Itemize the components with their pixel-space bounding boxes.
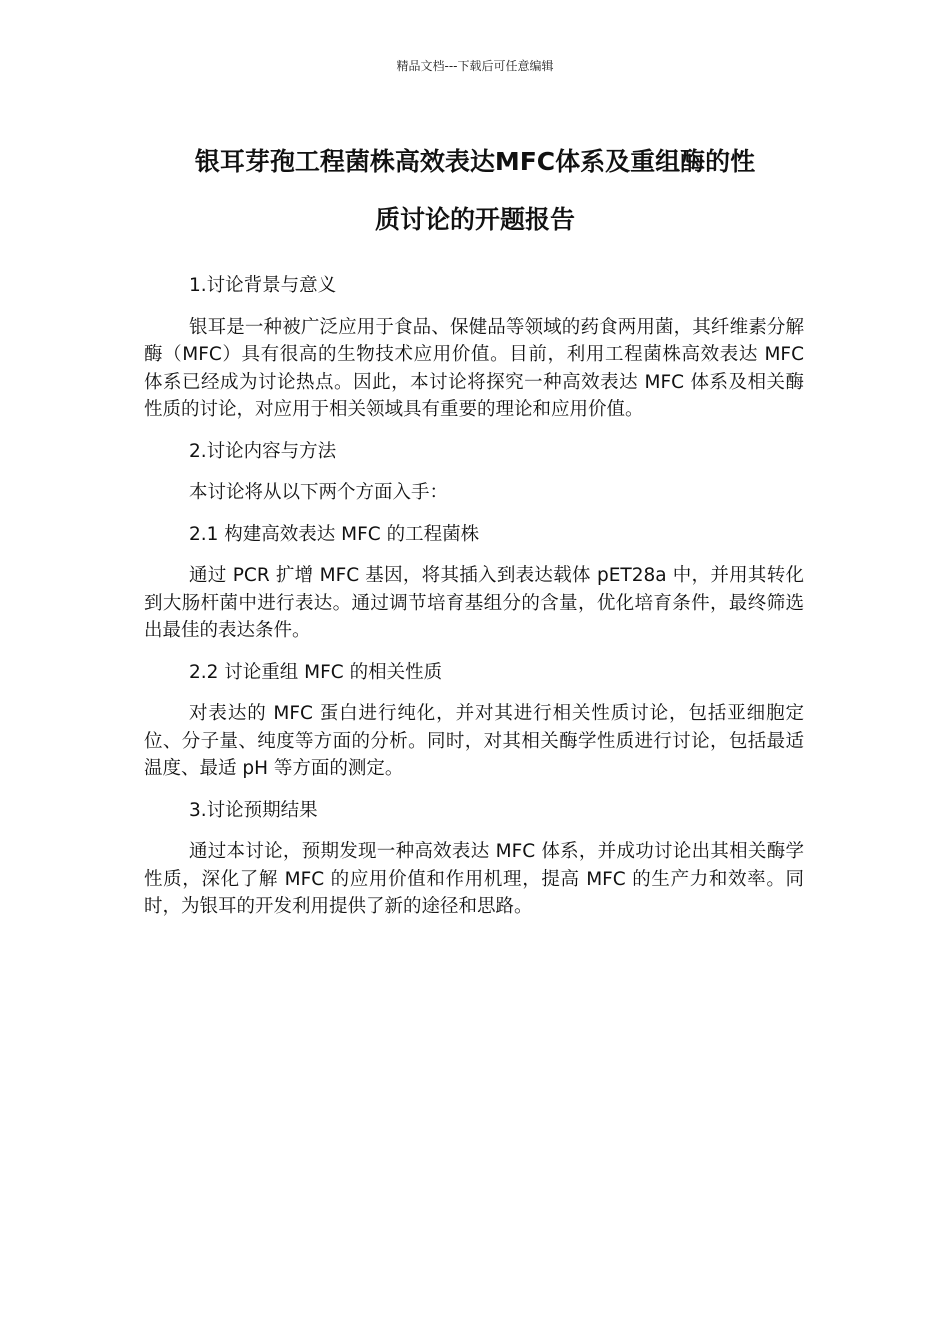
document-title (100, 133, 850, 249)
section-2-heading: 2.讨论内容与方法 (189, 440, 337, 462)
document-body (144, 272, 804, 935)
header-watermark: 精品文档---下载后可任意编辑 (396, 59, 554, 73)
section-1-paragraph: 银耳是一种被广泛应用于食品、保健品等领域的药食两用菌，其纤维素分解酶（MFC）具有很高的生物技术应用价值。目前，利用工程菌株高效表达 MFC 体系已经成为讨论热点。因此，本讨论将探究一种高效表达 MFC 体系及相关酶性质的讨论，对应用于相关领域具有重要的理论和应用价值。 (144, 316, 804, 420)
title-line-2: 质讨论的开题报告 (374, 205, 575, 234)
section-2-2-heading: 2.2 讨论重组 MFC 的相关性质 (189, 661, 443, 683)
section-2-intro: 本讨论将从以下两个方面入手： (189, 482, 449, 503)
section-3-heading: 3.讨论预期结果 (189, 799, 318, 821)
section-2-1-paragraph: 通过 PCR 扩增 MFC 基因，将其插入到表达载体 pET28a 中，并用其转化到大肠杆菌中进行表达。通过调节培育基组分的含量，优化培育条件，最终筛选出最佳的表达条件。 (144, 565, 804, 641)
section-1-heading: 1.讨论背景与意义 (189, 275, 337, 296)
section-2-2-paragraph: 对表达的 MFC 蛋白进行纯化，并对其进行相关性质讨论，包括亚细胞定位、分子量、纯度等方面的分析。同时，对其相关酶学性质进行讨论，包括最适温度、最适 pH 等方面的测定。 (144, 703, 804, 779)
section-2-1-heading: 2.1 构建高效表达 MFC 的工程菌株 (189, 523, 480, 545)
section-3-paragraph: 通过本讨论，预期发现一种高效表达 MFC 体系，并成功讨论出其相关酶学性质，深化了解 MFC 的应用价值和作用机理，提高 MFC 的生产力和效率。同时，为银耳的开发利用提供了新的途径和思路。 (144, 841, 804, 917)
title-line-1: 银耳芽孢工程菌株高效表达MFC体系及重组酶的性 (194, 147, 756, 176)
